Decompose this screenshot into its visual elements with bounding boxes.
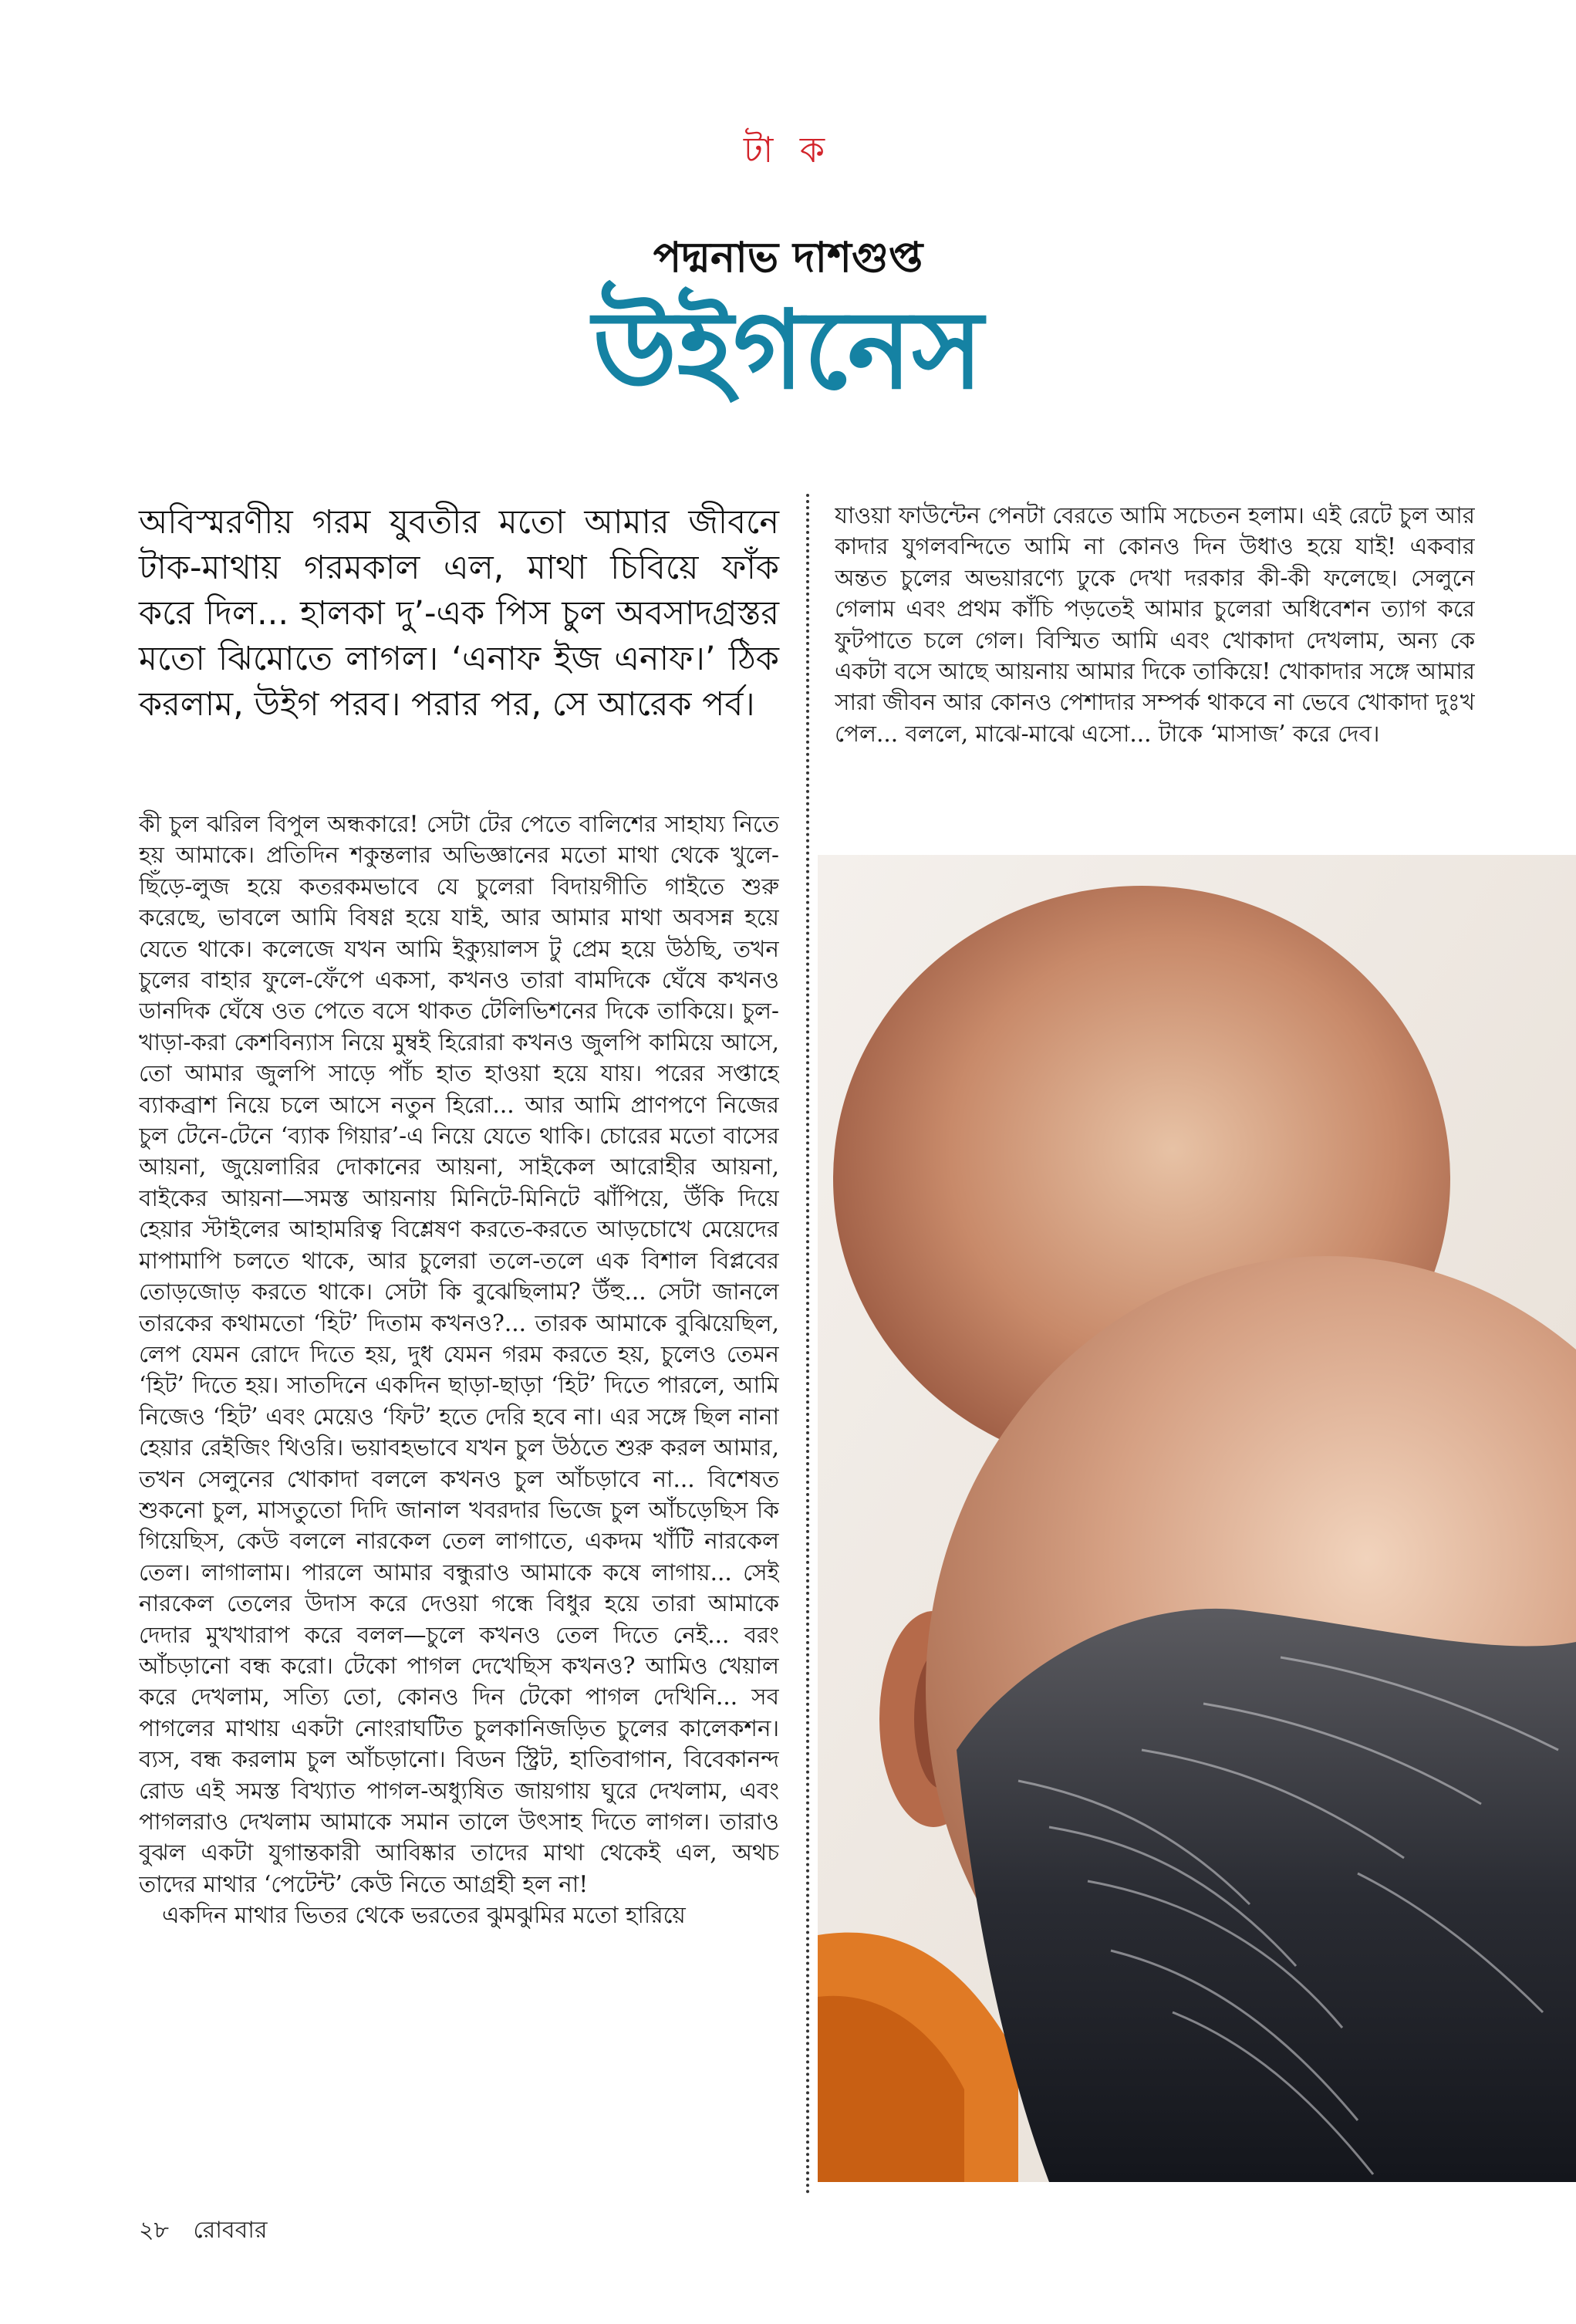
column-divider bbox=[806, 494, 809, 2195]
author-name: পদ্মনাভ দাশগুপ্ত bbox=[653, 233, 923, 282]
body-paragraph: কী চুল ঝরিল বিপুল অন্ধকারে! সেটা টের পেতে বালিশের সাহায্য নিতে হয় আমাকে। প্রতিদিন শকুন্তলার অভিজ্ঞানের মতো মাথা থেকে খুলে-ছিঁড়ে-লুজ হয়ে কতরকমভাবে যে চুলেরা বিদায়গীতি গাইতে শুরু করেছে, ভাবলে আমি বিষণ্ণ হয়ে যাই, আর আমার মাথা অবসন্ন হয়ে যেতে থাকে। কলেজে যখন আমি ইক্যুয়ালস টু প্রেম হয়ে উঠছি, তখন চুলের বাহার ফুলে-ফেঁপে একসা, কখনও তারা বামদিকে ঘেঁষে কখনও ডানদিক ঘেঁষে ওত পেতে বসে থাকত টেলিভিশনের দিকে তাকিয়ে। চুল-খাড়া-করা কেশবিন্যাস নিয়ে মুম্বই হিরোরা কখনও জুলপি কামিয়ে আসে, তো আমার জুলপি সাড়ে পাঁচ হাত হাওয়া হয়ে যায়। পরের সপ্তাহে ব্যাকব্রাশ নিয়ে চলে আসে নতুন হিরো... আর আমি প্রাণপণে নিজের চুল টেনে-টেনে ‘ব্যাক গিয়ার’-এ নিয়ে যেতে থাকি। চোরের মতো বাসের আয়না, জুয়েলারির দোকানের আয়না, সাইকেল আরোহীর আয়না, বাইকের আয়না—সমস্ত আয়নায় মিনিটে-মিনিটে ঝাঁপিয়ে, উঁকি দিয়ে হেয়ার স্টাইলের আহামরিত্ব বিশ্লেষণ করতে-করতে আড়চোখে মেয়েদের মাপামাপি চলতে থাকে, আর চুলেরা তলে-তলে এক বিশাল বিপ্লবের তোড়জোড় করতে থাকে। সেটা কি বুঝেছিলাম? উঁহু... সেটা জানলে তারকের কথামতো ‘হিট’ দিতাম কখনও?... তারক আমাকে বুঝিয়েছিল, লেপ যেমন রোদে দিতে হয়, দুধ যেমন গরম করতে হয়, চুলেও তেমন ‘হিট’ দিতে হয়। সাতদিনে একদিন ছাড়া-ছাড়া ‘হিট’ দিতে পারলে, আমি নিজেও ‘হিট’ এবং মেয়েও ‘ফিট’ হতে দেরি হবে না। এর সঙ্গে ছিল নানা হেয়ার রেইজিং থিওরি। ভয়াবহভাবে যখন চুল উঠতে শুরু করল আমার, তখন সেলুনের খোকাদা বললে কখনও চুল আঁচড়াবে না... বিশেষত শুকনো চুল, মাসতুতো দিদি জানাল খবরদার ভিজে চুল আঁচড়েছিস কি গিয়েছিস, কেউ বললে নারকেল তেল লাগাতে, একদম খাঁটি নারকেল তেল। লাগালাম। পারলে আমার বন্ধুরাও আমাকে কষে লাগায়... সেই নারকেল তেলের উদাস করে দেওয়া গন্ধে বিধুর হয়ে তারা আমাকে দেদার মুখখারাপ করে বলল—চুলে কখনও তেল দিতে নেই... বরং আঁচড়ানো বন্ধ করো। টেকো পাগল দেখেছিস কখনও? আমিও খেয়াল করে দেখলাম, সত্যি তো, কোনও দিন টেকো পাগল দেখিনি... সব পাগলের মাথায় একটা নোংরাঘটিত চুলকানিজড়িত চুলের কালেকশন। ব্যস, বন্ধ করলাম চুল আঁচড়ানো। বিডন স্ট্রিট, হাতিবাগান, বিবেকানন্দ রোড এই সমস্ত বিখ্যাত পাগল-অধ্যুষিত জায়গায় ঘুরে দেখলাম, এবং পাগলরাও দেখলাম আমাকে সমান তালে উৎসাহ দিতে লাগল। তারাও বুঝল একটা যুগান্তকারী আবিষ্কার তাদের মাথা থেকেই এল, অথচ তাদের মাথার ‘পেটেন্ট’ কেউ নিতে আগ্রহী হল না! bbox=[139, 811, 779, 1897]
body-paragraph: একদিন মাথার ভিতর থেকে ভরতের ঝুমঝুমির মতো হারিয়ে bbox=[162, 1902, 686, 1929]
bald-head-photo bbox=[818, 855, 1576, 2182]
body-column-left bbox=[139, 809, 779, 2179]
magazine-name: রোববার bbox=[193, 2217, 268, 2244]
body-column-right bbox=[835, 500, 1475, 824]
section-tag: টা ক bbox=[743, 129, 833, 171]
page-number: ২৮ bbox=[139, 2217, 169, 2244]
article-title: উইগনেস bbox=[592, 288, 984, 414]
page-footer bbox=[139, 2211, 285, 2251]
body-paragraph: যাওয়া ফাউন্টেন পেনটা বেরতে আমি সচেতন হলাম। এই রেটে চুল আর কাদার যুগলবন্দিতে আমি না কোনও দিন উধাও হয়ে যাই! একবার অন্তত চুলের অভয়ারণ্যে ঢুকে দেখা দরকার কী-কী ফলেছে। সেলুনে গেলাম এবং প্রথম কাঁচি পড়তেই আমার চুলেরা অধিবেশন ত্যাগ করে ফুটপাতে চলে গেল। বিস্মিত আমি এবং খোকাদা দেখলাম, অন্য কে একটা বসে আছে আয়নায় আমার দিকে তাকিয়ে! খোকাদার সঙ্গে আমার সারা জীবন আর কোনও পেশাদার সম্পর্ক থাকবে না ভেবে খোকাদা দুঃখ পেল... বললে, মাঝে-মাঝে এসো... টাকে ‘মাসাজ’ করে দেব। bbox=[835, 502, 1475, 747]
lead-paragraph: অবিস্মরণীয় গরম যুবতীর মতো আমার জীবনে টাক-মাথায় গরমকাল এল, মাথা চিবিয়ে ফাঁক করে দিল... হালকা দু’-এক পিস চুল অবসাদগ্রস্তর মতো ঝিমোতে লাগল। ‘এনাফ ইজ এনাফ।’ ঠিক করলাম, উইগ পরব। পরার পর, সে আরেক পর্ব। bbox=[139, 503, 779, 724]
